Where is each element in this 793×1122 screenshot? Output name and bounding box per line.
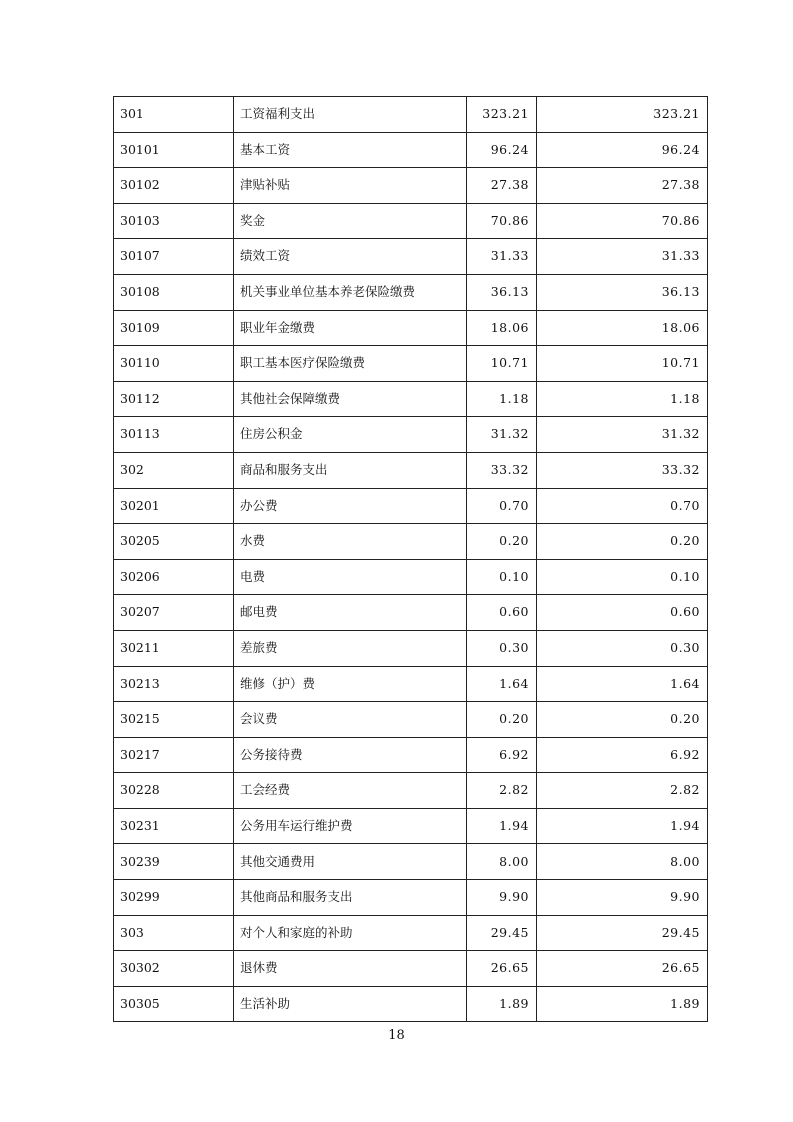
cell-amount-2: 9.90 [537,880,708,916]
table-row [114,524,708,560]
cell-amount-1: 26.65 [467,951,537,987]
cell-name: 电费 [234,559,467,595]
cell-amount-1: 323.21 [467,97,537,133]
cell-name: 对个人和家庭的补助 [234,915,467,951]
cell-amount-1: 0.30 [467,630,537,666]
cell-name: 差旅费 [234,630,467,666]
cell-code: 30107 [114,239,234,275]
cell-name: 退休费 [234,951,467,987]
cell-amount-2: 323.21 [537,97,708,133]
table-row [114,595,708,631]
cell-name: 公务用车运行维护费 [234,808,467,844]
cell-amount-2: 33.32 [537,452,708,488]
cell-code: 30206 [114,559,234,595]
cell-code: 30302 [114,951,234,987]
cell-name: 工资福利支出 [234,97,467,133]
cell-amount-1: 1.64 [467,666,537,702]
cell-amount-1: 70.86 [467,203,537,239]
cell-amount-2: 8.00 [537,844,708,880]
cell-name: 基本工资 [234,132,467,168]
cell-amount-1: 0.60 [467,595,537,631]
cell-name: 津贴补贴 [234,168,467,204]
cell-amount-1: 1.94 [467,808,537,844]
table-row [114,381,708,417]
cell-amount-1: 0.10 [467,559,537,595]
cell-code: 30217 [114,737,234,773]
cell-amount-1: 10.71 [467,346,537,382]
table-row [114,452,708,488]
cell-name: 住房公积金 [234,417,467,453]
cell-name: 工会经费 [234,773,467,809]
cell-code: 30103 [114,203,234,239]
cell-code: 30213 [114,666,234,702]
cell-code: 30109 [114,310,234,346]
cell-code: 30207 [114,595,234,631]
cell-amount-2: 0.60 [537,595,708,631]
cell-amount-2: 31.32 [537,417,708,453]
cell-amount-2: 6.92 [537,737,708,773]
page-number: 18 [388,1028,405,1043]
cell-name: 会议费 [234,702,467,738]
cell-name: 奖金 [234,203,467,239]
cell-amount-1: 0.70 [467,488,537,524]
cell-amount-2: 0.30 [537,630,708,666]
cell-amount-2: 96.24 [537,132,708,168]
cell-code: 30102 [114,168,234,204]
table-row [114,808,708,844]
cell-amount-2: 27.38 [537,168,708,204]
cell-amount-2: 2.82 [537,773,708,809]
cell-amount-1: 29.45 [467,915,537,951]
cell-amount-1: 33.32 [467,452,537,488]
table-row [114,915,708,951]
cell-amount-1: 8.00 [467,844,537,880]
cell-amount-2: 29.45 [537,915,708,951]
cell-name: 绩效工资 [234,239,467,275]
cell-code: 301 [114,97,234,133]
cell-amount-2: 70.86 [537,203,708,239]
cell-amount-1: 0.20 [467,702,537,738]
cell-name: 商品和服务支出 [234,452,467,488]
cell-code: 30101 [114,132,234,168]
table-row [114,168,708,204]
table-row [114,666,708,702]
budget-table [113,96,708,1022]
cell-code: 30231 [114,808,234,844]
table-row [114,417,708,453]
table-row [114,773,708,809]
cell-amount-2: 0.20 [537,524,708,560]
cell-code: 30112 [114,381,234,417]
cell-name: 生活补助 [234,986,467,1022]
cell-amount-2: 1.89 [537,986,708,1022]
cell-code: 30201 [114,488,234,524]
cell-code: 30215 [114,702,234,738]
cell-name: 职业年金缴费 [234,310,467,346]
cell-code: 30228 [114,773,234,809]
cell-code: 303 [114,915,234,951]
table-row [114,310,708,346]
cell-name: 维修（护）费 [234,666,467,702]
table-row [114,880,708,916]
cell-amount-2: 0.20 [537,702,708,738]
table-row [114,132,708,168]
cell-code: 30211 [114,630,234,666]
cell-name: 其他交通费用 [234,844,467,880]
cell-code: 30299 [114,880,234,916]
cell-amount-1: 9.90 [467,880,537,916]
cell-amount-1: 1.18 [467,381,537,417]
cell-name: 办公费 [234,488,467,524]
cell-code: 302 [114,452,234,488]
cell-amount-2: 18.06 [537,310,708,346]
cell-amount-1: 36.13 [467,274,537,310]
cell-name: 机关事业单位基本养老保险缴费 [234,274,467,310]
table-row [114,986,708,1022]
cell-amount-2: 10.71 [537,346,708,382]
cell-amount-2: 0.70 [537,488,708,524]
cell-code: 30108 [114,274,234,310]
table-body [114,97,708,1022]
cell-amount-2: 1.64 [537,666,708,702]
table-row [114,488,708,524]
cell-amount-2: 1.18 [537,381,708,417]
cell-amount-2: 36.13 [537,274,708,310]
cell-amount-2: 26.65 [537,951,708,987]
cell-amount-2: 31.33 [537,239,708,275]
table-row [114,702,708,738]
table-row [114,844,708,880]
cell-name: 职工基本医疗保险缴费 [234,346,467,382]
cell-amount-2: 0.10 [537,559,708,595]
cell-name: 其他商品和服务支出 [234,880,467,916]
cell-amount-1: 31.33 [467,239,537,275]
cell-code: 30305 [114,986,234,1022]
cell-amount-1: 0.20 [467,524,537,560]
cell-code: 30239 [114,844,234,880]
cell-name: 公务接待费 [234,737,467,773]
cell-name: 其他社会保障缴费 [234,381,467,417]
table-row [114,630,708,666]
table-row [114,97,708,133]
cell-name: 水费 [234,524,467,560]
table-row [114,239,708,275]
table-row [114,559,708,595]
cell-code: 30205 [114,524,234,560]
table-row [114,737,708,773]
cell-amount-1: 96.24 [467,132,537,168]
cell-amount-1: 18.06 [467,310,537,346]
table-row [114,346,708,382]
cell-amount-1: 31.32 [467,417,537,453]
cell-amount-1: 27.38 [467,168,537,204]
cell-amount-1: 1.89 [467,986,537,1022]
cell-amount-2: 1.94 [537,808,708,844]
cell-amount-1: 6.92 [467,737,537,773]
table-row [114,951,708,987]
cell-name: 邮电费 [234,595,467,631]
cell-code: 30113 [114,417,234,453]
cell-code: 30110 [114,346,234,382]
cell-amount-1: 2.82 [467,773,537,809]
table-row [114,203,708,239]
table-row [114,274,708,310]
